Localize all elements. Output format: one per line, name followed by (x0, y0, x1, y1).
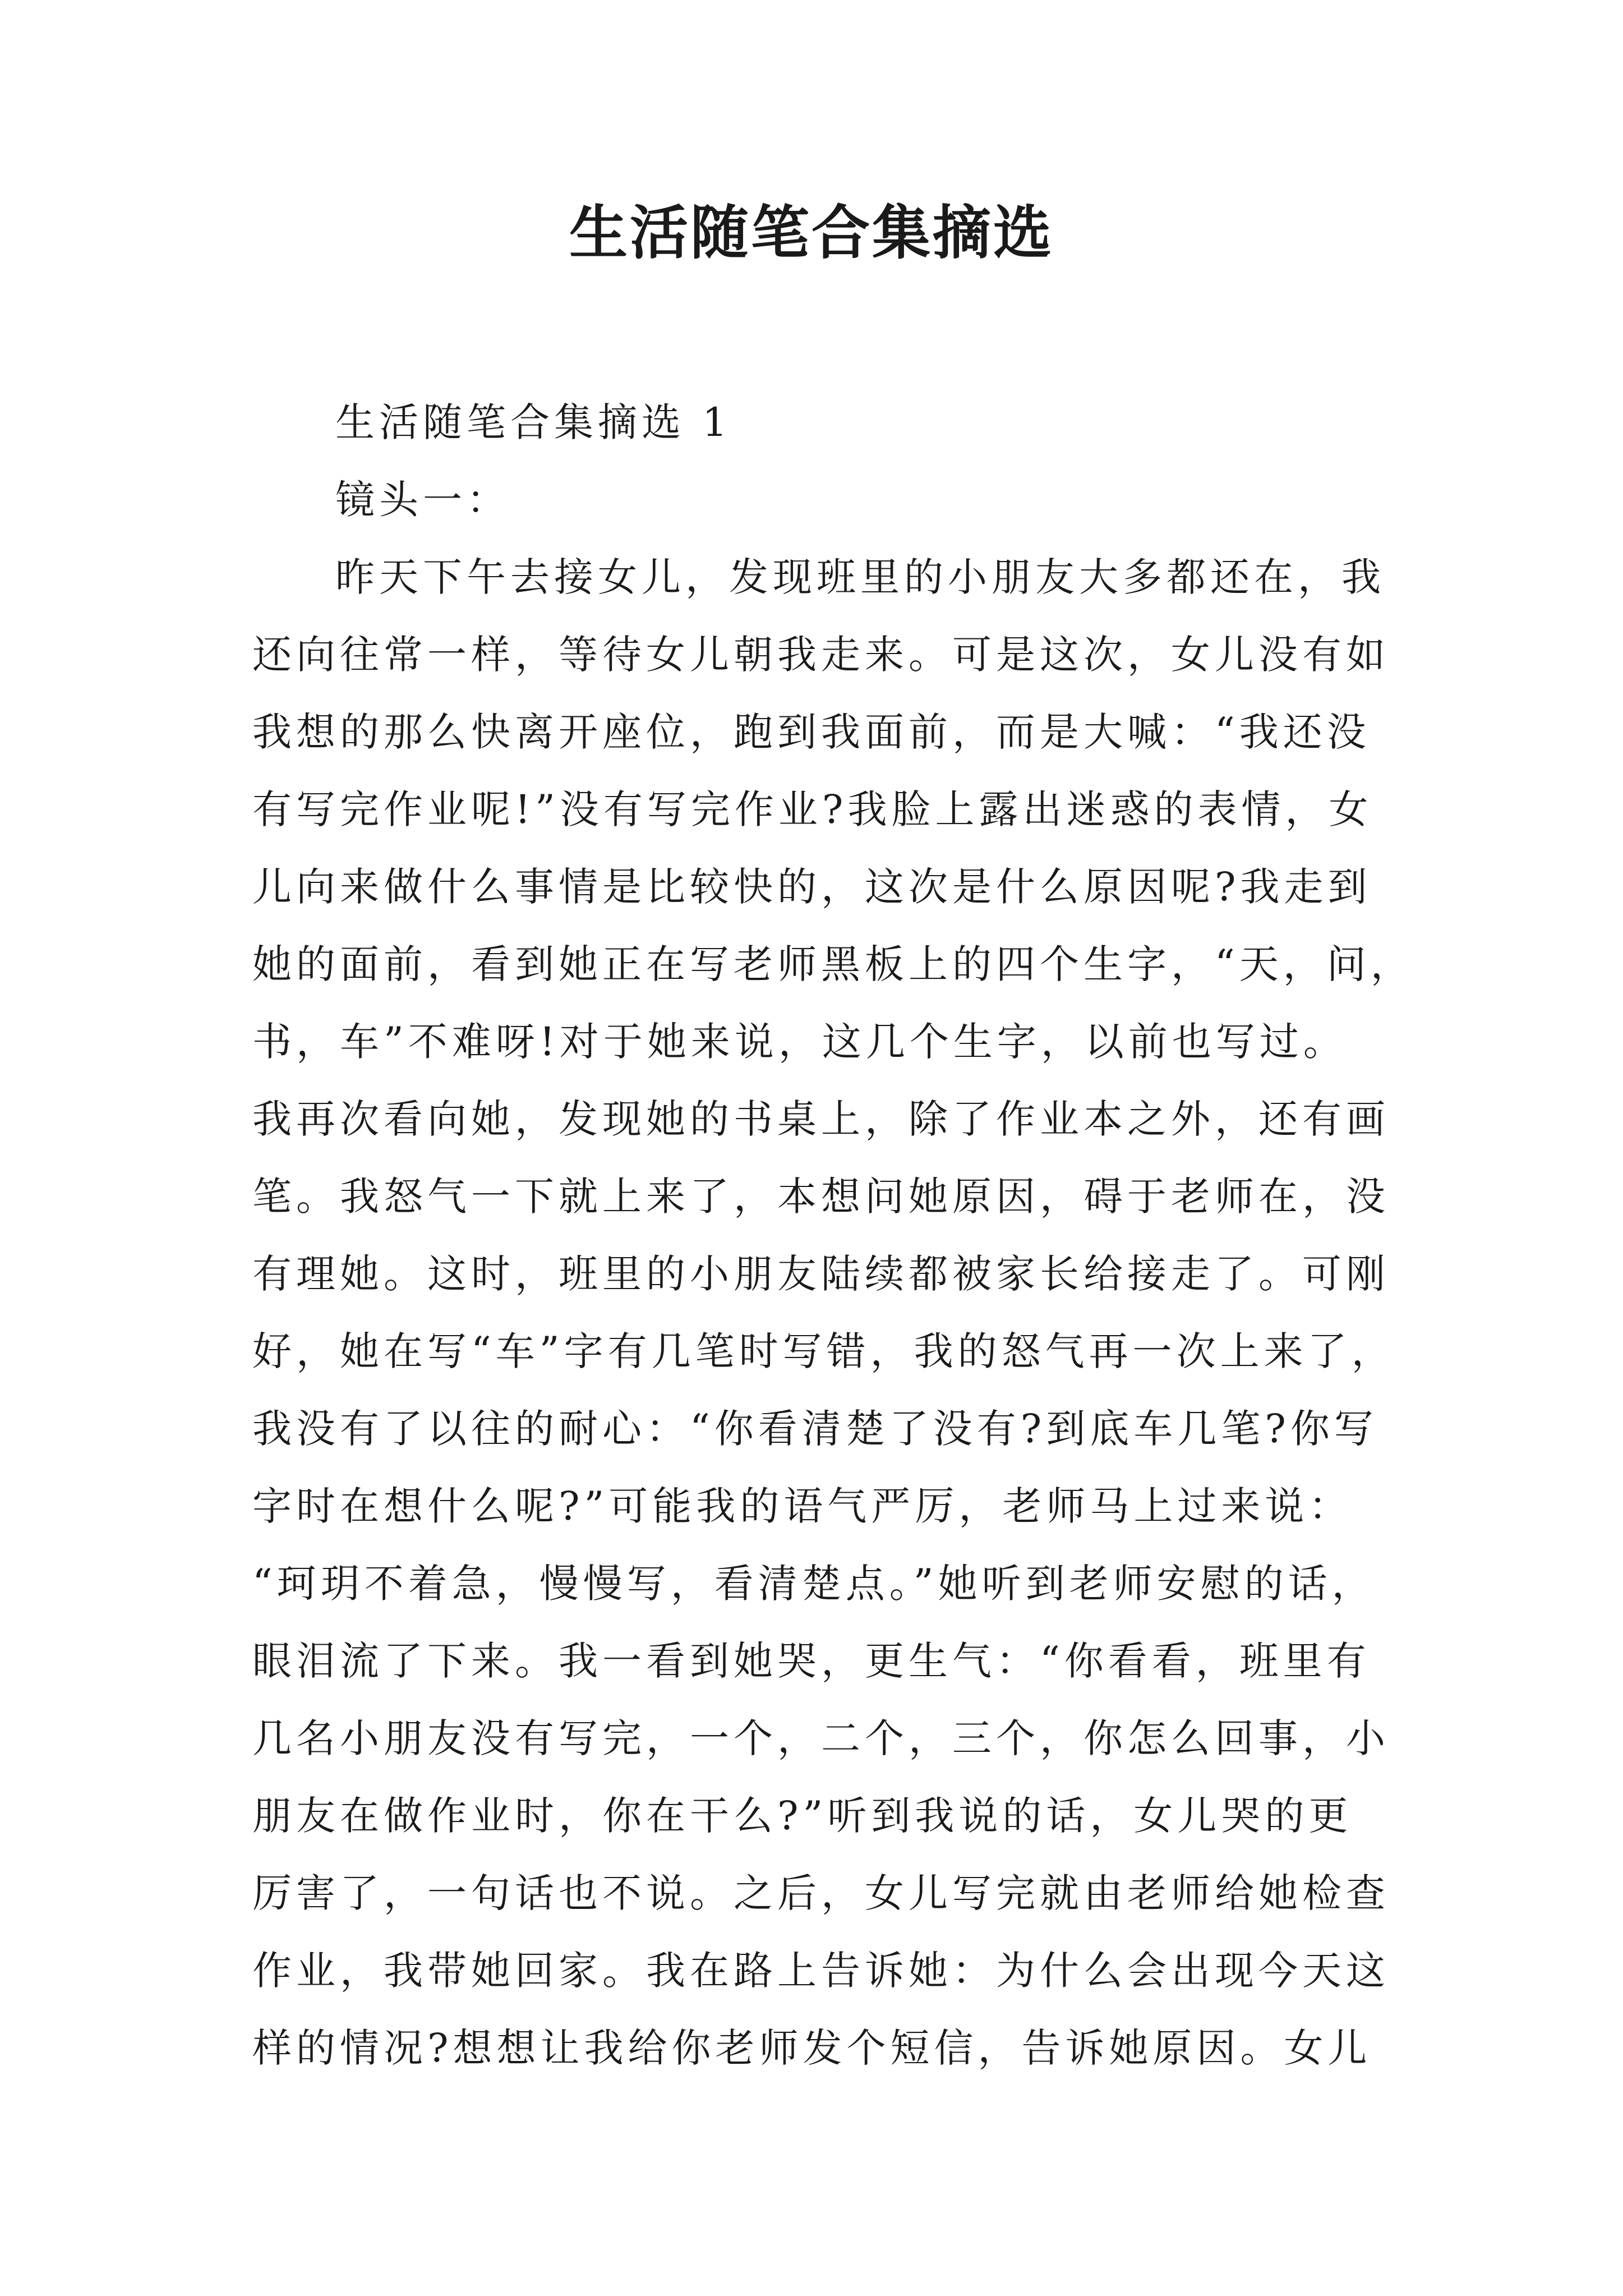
paragraph-line: 她的面前，看到她正在写老师黑板上的四个生字，“天，问， (252, 941, 1414, 987)
paragraph-line: 儿向来做什么事情是比较快的，这次是什么原因呢?我走到 (252, 864, 1372, 910)
paragraph-line: 作业，我带她回家。我在路上告诉她：为什么会出现今天这 (252, 1948, 1390, 1994)
paragraph-line: 还向往常一样，等待女儿朝我走来。可是这次，女儿没有如 (252, 632, 1390, 678)
paragraph-line: 有理她。这时，班里的小朋友陆续都被家长给接走了。可刚 (252, 1251, 1390, 1297)
paragraph-line: 厉害了，一句话也不说。之后，女儿写完就由老师给她检查 (252, 1870, 1390, 1916)
paragraph-line: 样的情况?想想让我给你老师发个短信，告诉她原因。女儿 (252, 2025, 1372, 2071)
paragraph-line: “珂玥不着急，慢慢写，看清楚点。”她听到老师安慰的话， (252, 1561, 1376, 1607)
section-heading: 生活随笔合集摘选 1 (335, 399, 732, 445)
paragraph-line: 昨天下午去接女儿，发现班里的小朋友大多都还在，我 (335, 554, 1385, 600)
paragraph-line: 好，她在写“车”字有几笔时写错，我的怒气再一次上来了， (252, 1328, 1395, 1374)
document-body (252, 384, 1414, 2087)
paragraph-line: 笔。我怒气一下就上来了，本想问她原因，碍于老师在，没 (252, 1174, 1390, 1220)
document-title: 生活随笔合集摘选 (569, 198, 1054, 267)
paragraph-line: 有写完作业呢!”没有写完作业?我脸上露出迷惑的表情，女 (252, 786, 1373, 832)
paragraph-line: 我再次看向她，发现她的书桌上，除了作业本之外，还有画 (252, 1096, 1390, 1142)
paragraph-line: 几名小朋友没有写完，一个，二个，三个，你怎么回事，小 (252, 1715, 1390, 1761)
paragraph-line: 朋友在做作业时，你在干么?”听到我说的话，女儿哭的更 (252, 1793, 1353, 1839)
subheading: 镜头一： (335, 477, 510, 523)
paragraph-line: 书，车”不难呀!对于她来说，这几个生字，以前也写过。 (252, 1019, 1347, 1065)
paragraph-line: 我想的那么快离开座位，跑到我面前，而是大喊：“我还没 (252, 709, 1371, 755)
paragraph-line: 眼泪流了下来。我一看到她哭，更生气：“你看看，班里有 (252, 1638, 1371, 1684)
paragraph-line: 字时在想什么呢?”可能我的语气严厉，老师马上过来说： (252, 1483, 1353, 1529)
paragraph-line: 我没有了以往的耐心：“你看清楚了没有?到底车几笔?你写 (252, 1406, 1378, 1452)
